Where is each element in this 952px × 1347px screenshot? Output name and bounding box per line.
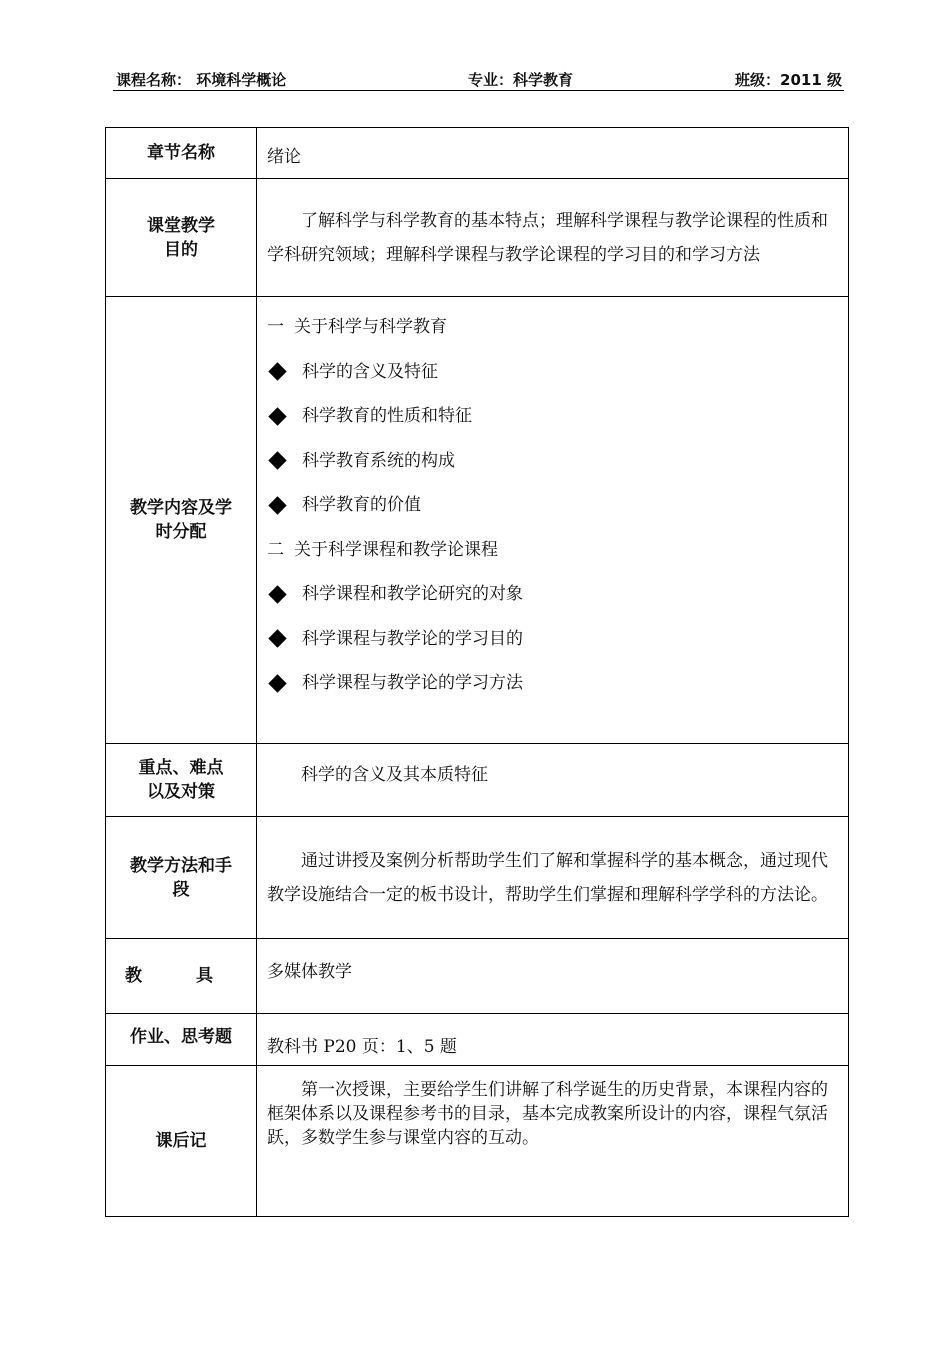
methods-text: 通过讲授及案例分析帮助学生们了解和掌握科学的基本概念，通过现代教学设施结合一定的板书设计，帮助学生们掌握和理解科学学科的方法论。 (267, 850, 828, 905)
course-name: 课程名称： 环境科学概论 (116, 71, 287, 89)
keypoints-label-line2: 以及对策 (147, 782, 215, 802)
chapter-value-text: 绪论 (267, 147, 301, 167)
diamond-bullet-icon (268, 452, 286, 470)
section-2-number: 二 (267, 539, 284, 560)
list-item-text: 科学教育的性质和特征 (302, 406, 472, 427)
list-item (267, 572, 840, 617)
homework-label (106, 1014, 257, 1066)
section-1-title: 关于科学与科学教育 (294, 317, 447, 338)
homework-value (257, 1014, 849, 1066)
objective-label-line2: 目的 (164, 239, 198, 260)
list-item-text: 科学教育系统的构成 (302, 450, 455, 471)
homework-label-text: 作业、思考题 (130, 1026, 232, 1047)
diamond-bullet-icon (268, 630, 286, 648)
tools-row (106, 939, 849, 1014)
chapter-label-text: 章节名称 (147, 143, 215, 163)
methods-label-line2: 段 (172, 879, 190, 900)
notes-label-text: 课后记 (155, 1131, 207, 1151)
notes-label (106, 1066, 257, 1217)
major-name: 专业：科学教育 (468, 71, 574, 89)
homework-text: 教科书 P20 页：1、5 题 (267, 1036, 457, 1057)
methods-label-line1: 教学方法和手 (130, 855, 232, 876)
homework-row (106, 1014, 849, 1066)
methods-row (106, 817, 849, 939)
objective-text: 了解科学与科学教育的基本特点；理解科学课程与教学论课程的性质和学科研究领域；理解科学课程与教学论课程的学习目的和学习方法 (267, 210, 828, 265)
notes-row (106, 1066, 849, 1217)
list-item (267, 394, 840, 439)
tools-label (106, 939, 257, 1014)
list-item (267, 439, 840, 484)
methods-label (106, 817, 257, 939)
list-item-text: 科学课程与教学论的学习方法 (302, 673, 523, 694)
diamond-bullet-icon (268, 585, 286, 603)
notes-value (257, 1066, 849, 1217)
chapter-row (106, 128, 849, 179)
list-item-text: 科学的含义及特征 (302, 361, 438, 382)
tools-label-text: 教 具 (125, 966, 237, 986)
list-item (267, 661, 840, 706)
section-2-title: 关于科学课程和教学论课程 (294, 539, 498, 560)
content-value (257, 297, 849, 744)
list-item (267, 617, 840, 662)
list-item (267, 350, 840, 395)
diamond-bullet-icon (268, 363, 286, 381)
keypoints-value (257, 744, 849, 817)
list-item-text: 科学课程和教学论研究的对象 (302, 584, 523, 605)
list-item-text: 科学课程与教学论的学习目的 (302, 628, 523, 649)
keypoints-row (106, 744, 849, 817)
list-item (267, 483, 840, 528)
content-label-line2: 时分配 (155, 522, 207, 542)
lesson-plan-table (105, 127, 849, 1217)
page-header (113, 66, 844, 91)
section-1-number: 一 (267, 317, 284, 338)
class-name: 班级：2011 级 (735, 71, 842, 89)
objective-row (106, 179, 849, 297)
section-1-heading (267, 305, 840, 350)
diamond-bullet-icon (268, 674, 286, 692)
diamond-bullet-icon (268, 496, 286, 514)
methods-value (257, 817, 849, 939)
diamond-bullet-icon (268, 407, 286, 425)
chapter-value (257, 128, 849, 179)
content-label (106, 297, 257, 744)
objective-value (257, 179, 849, 297)
tools-value (257, 939, 849, 1014)
objective-label (106, 179, 257, 297)
content-label-line1: 教学内容及学 (130, 498, 232, 518)
keypoints-label (106, 744, 257, 817)
chapter-label (106, 128, 257, 179)
content-row (106, 297, 849, 744)
keypoints-text: 科学的含义及其本质特征 (301, 765, 488, 785)
list-item-text: 科学教育的价值 (302, 495, 421, 516)
keypoints-label-line1: 重点、难点 (138, 758, 224, 778)
section-2-heading (267, 528, 840, 573)
notes-text: 第一次授课，主要给学生们讲解了科学诞生的历史背景，本课程内容的框架体系以及课程参考书的目录，基本完成教案所设计的内容，课程气氛活跃，多数学生参与课堂内容的互动。 (267, 1080, 828, 1148)
tools-text: 多媒体教学 (267, 962, 352, 982)
objective-label-line1: 课堂教学 (147, 215, 215, 236)
